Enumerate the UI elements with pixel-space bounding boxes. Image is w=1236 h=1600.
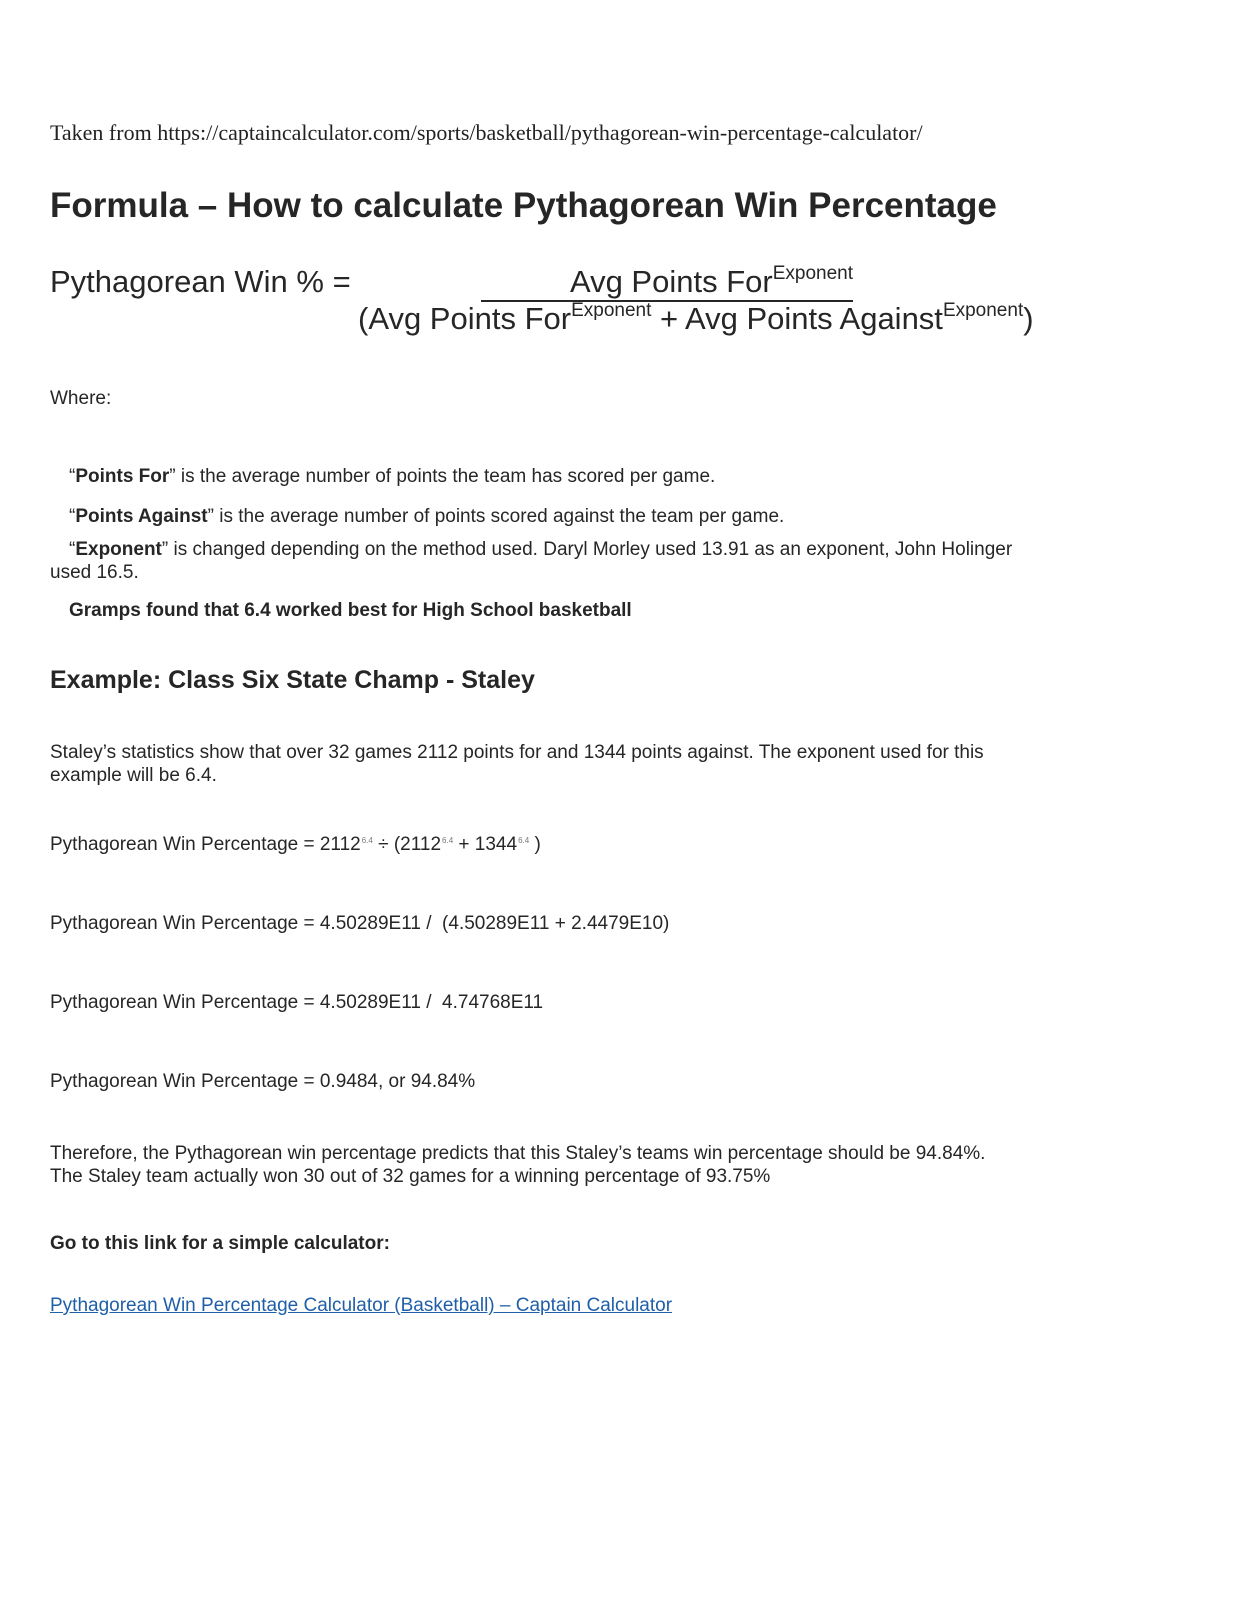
where-label: Where: — [50, 388, 112, 409]
statistics-line1: Staley’s statistics show that over 32 games 2112 points for and 1344 points against. The exponent used for this — [50, 742, 984, 763]
denominator-exponent-1: Exponent — [571, 300, 652, 321]
statistics-line2: example will be 6.4. — [50, 765, 217, 786]
calculation-step-3: Pythagorean Win Percentage = 4.50289E11 / 4.74768E11 — [50, 992, 544, 1013]
conclusion-paragraph — [50, 1142, 985, 1188]
definition-text: ” is the average number of points the team has scored per game. — [169, 466, 716, 487]
term-points-for: Points For — [75, 466, 170, 487]
calc1-prefix: Pythagorean Win Percentage = 2112 — [50, 834, 361, 855]
formula-lhs: Pythagorean Win % = — [50, 264, 351, 299]
example-title: Example: Class Six State Champ - Staley — [50, 666, 535, 694]
conclusion-line2: The Staley team actually won 30 out of 32 games for a winning percentage of 93.75% — [50, 1166, 771, 1187]
definition-text-line2: used 16.5. — [50, 562, 139, 583]
calculation-step-1 — [50, 834, 541, 856]
quote-mark: “ — [69, 466, 76, 487]
calculator-prompt: Go to this link for a simple calculator: — [50, 1233, 390, 1254]
quote-mark: “ — [69, 506, 76, 527]
definition-points-against — [69, 506, 784, 528]
page-title: Formula – How to calculate Pythagorean Win Percentage — [50, 186, 997, 225]
definition-text: ” is changed depending on the method used. Daryl Morley used 13.91 as an exponent, John Holinger — [161, 539, 1013, 560]
calc1-exp-3: 6.4 — [518, 836, 530, 845]
calculation-step-4: Pythagorean Win Percentage = 0.9484, or 94.84% — [50, 1071, 476, 1092]
calc1-mid1: ÷ (2112 — [372, 834, 442, 855]
calculator-link[interactable]: Pythagorean Win Percentage Calculator (Basketball) – Captain Calculator — [50, 1295, 673, 1316]
denominator-close: ) — [1023, 301, 1034, 336]
statistics-paragraph — [50, 741, 984, 787]
denominator-exponent-2: Exponent — [942, 300, 1024, 321]
definition-points-for — [69, 466, 715, 488]
term-points-against: Points Against — [75, 506, 208, 527]
calc1-exp-1: 6.4 — [361, 836, 373, 845]
denominator-plus: + Avg Points Against — [651, 301, 943, 336]
calc1-end: ) — [529, 834, 541, 855]
denominator-open: (Avg Points For — [358, 301, 572, 336]
quote-mark: “ — [69, 539, 76, 560]
numerator-text: Avg Points For — [569, 264, 773, 299]
term-exponent: Exponent — [75, 539, 162, 560]
formula-denominator — [358, 301, 1034, 337]
gramps-note: Gramps found that 6.4 worked best for High School basketball — [69, 600, 632, 621]
calc1-mid2: + 1344 — [453, 834, 518, 855]
definition-exponent — [50, 538, 1012, 584]
formula-numerator — [481, 264, 853, 302]
numerator-exponent: Exponent — [772, 263, 853, 284]
source-line: Taken from https://captaincalculator.com/sports/basketball/pythagorean-win-percentage-calculator/ — [50, 120, 923, 145]
conclusion-line1: Therefore, the Pythagorean win percentage predicts that this Staley’s teams win percentage should be 94.84%. — [50, 1143, 986, 1164]
calc1-exp-2: 6.4 — [442, 836, 454, 845]
definition-text: ” is the average number of points scored against the team per game. — [207, 506, 785, 527]
calculation-step-2: Pythagorean Win Percentage = 4.50289E11 / (4.50289E11 + 2.4479E10) — [50, 913, 670, 934]
